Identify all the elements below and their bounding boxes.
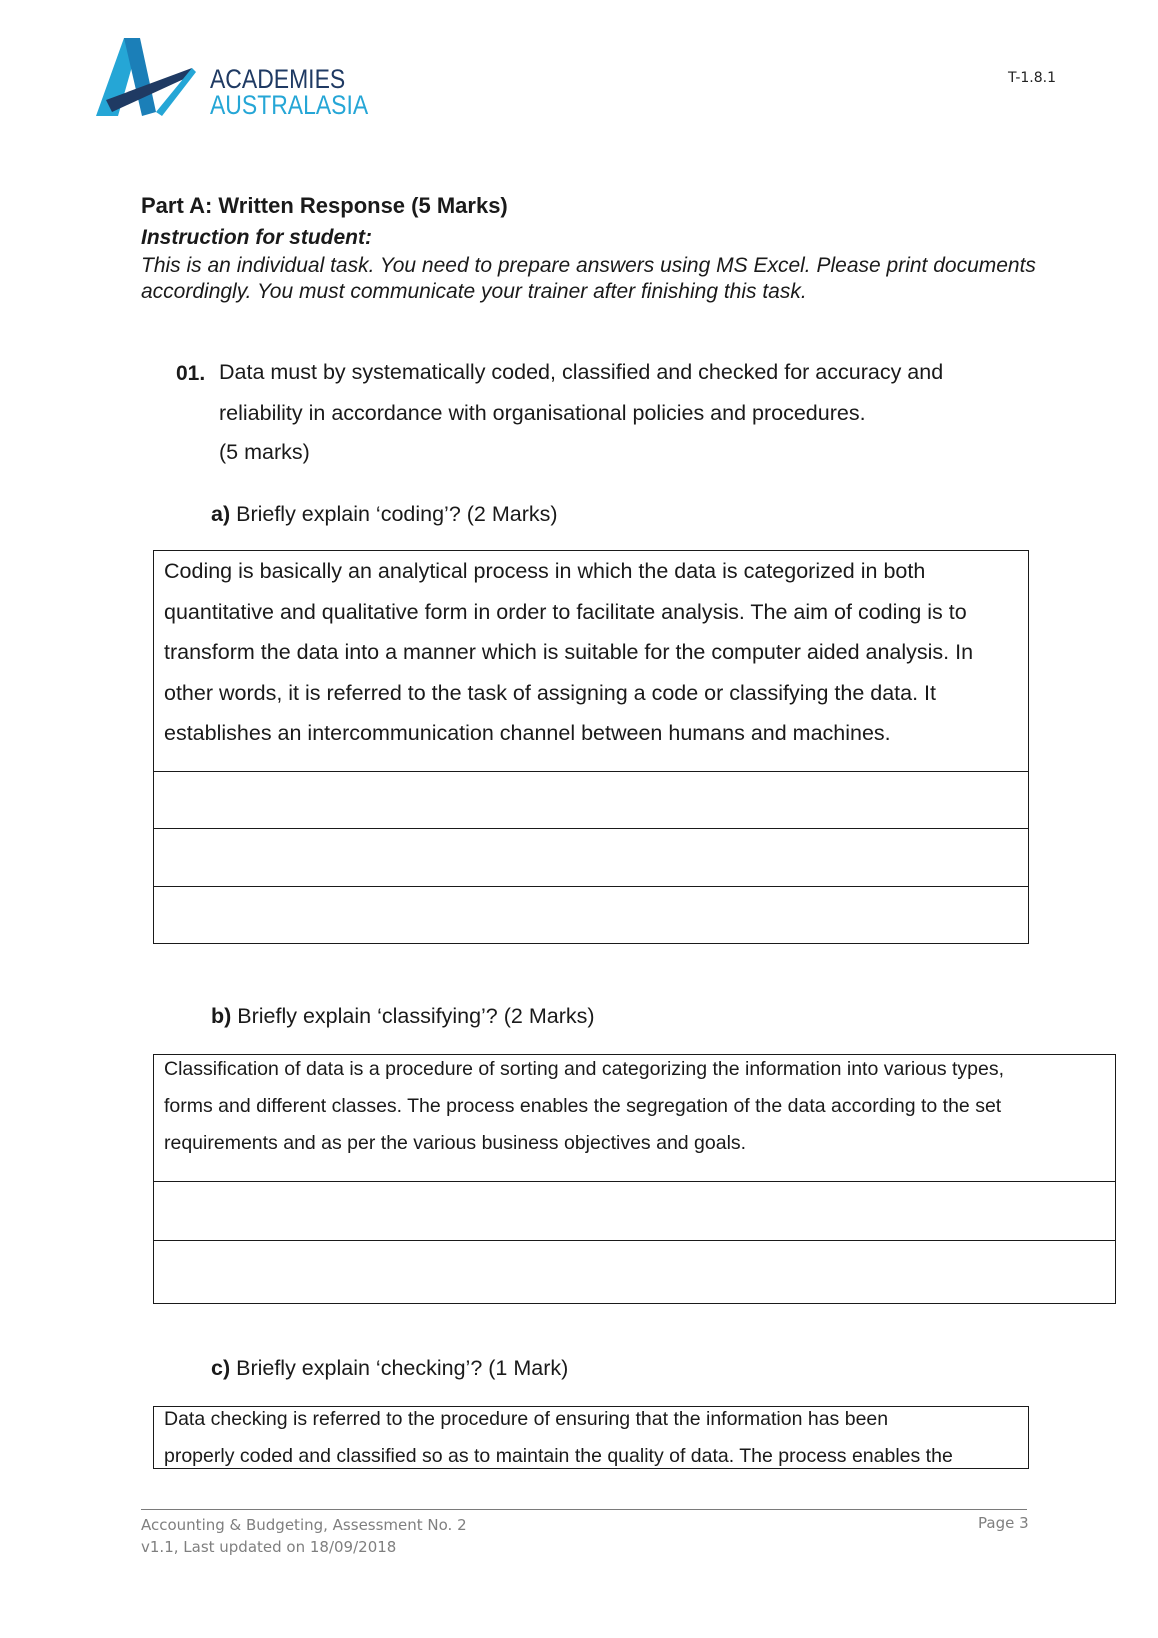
- sub-question-letter: b): [211, 1004, 232, 1028]
- answer-line: forms and different classes. The process enables the segregation of the data according to the set: [164, 1095, 1002, 1117]
- answer-line: other words, it is referred to the task of assigning a code or classifying the data. It: [164, 680, 937, 705]
- answer-empty-row[interactable]: [154, 886, 1028, 943]
- page-number: Page 3: [978, 1514, 1029, 1532]
- question-marks: (5 marks): [219, 440, 310, 464]
- sub-question-prompt: Briefly explain ‘classifying’? (2 Marks): [231, 1004, 595, 1028]
- answer-text: [154, 1401, 1028, 1475]
- footer-version: v1.1, Last updated on 18/09/2018: [141, 1538, 397, 1556]
- answer-line: requirements and as per the various business objectives and goals.: [164, 1132, 747, 1154]
- answer-line: Coding is basically an analytical process in which the data is categorized in both: [164, 559, 926, 583]
- answer-line: transform the data into a manner which is suitable for the computer aided analysis. In: [164, 640, 974, 664]
- sub-question-prompt: Briefly explain ‘coding’? (2 Marks): [230, 502, 558, 526]
- footer-divider: [141, 1509, 1027, 1510]
- answer-line: properly coded and classified so as to maintain the quality of data. The process enables the: [164, 1445, 953, 1467]
- answer-empty-row[interactable]: [154, 1181, 1115, 1240]
- answer-box-classifying[interactable]: [153, 1054, 1116, 1304]
- sub-question-prompt: Briefly explain ‘checking’? (1 Mark): [230, 1356, 569, 1380]
- answer-line: Classification of data is a procedure of sorting and categorizing the information into various types,: [164, 1058, 1005, 1080]
- sub-question-a: [211, 502, 558, 527]
- logo-text-academies: ACADEMIES: [210, 64, 346, 94]
- answer-box-checking[interactable]: [153, 1406, 1029, 1469]
- sub-question-c: [211, 1356, 568, 1381]
- answer-empty-row[interactable]: [154, 771, 1028, 828]
- answer-line: Data checking is referred to the procedure of ensuring that the information has been: [164, 1408, 889, 1430]
- question-line: Data must by systematically coded, classified and checked for accuracy and: [219, 360, 944, 384]
- question-line: reliability in accordance with organisational policies and procedures.: [219, 401, 866, 425]
- logo-wordmark: [210, 66, 396, 118]
- instruction-body: This is an individual task. You need to prepare answers using MS Excel. Please print documents accordingly. You must communicate your trainer after finishing this task.: [141, 254, 1036, 303]
- footer-info: [141, 1514, 467, 1558]
- sub-question-b: [211, 1004, 595, 1029]
- answer-line: quantitative and qualitative form in order to facilitate analysis. The aim of coding is to: [164, 599, 967, 624]
- logo-mark-icon: [96, 38, 206, 123]
- part-title: Part A: Written Response (5 Marks): [141, 193, 508, 218]
- answer-empty-row[interactable]: [154, 1240, 1115, 1298]
- sub-question-letter: c): [211, 1356, 231, 1380]
- footer-course: Accounting & Budgeting, Assessment No. 2: [141, 1516, 467, 1534]
- answer-text: [154, 551, 1028, 771]
- sub-question-letter: a): [211, 502, 231, 526]
- instruction-title: Instruction for student:: [141, 226, 372, 249]
- answer-box-coding[interactable]: [153, 550, 1029, 944]
- answer-line: establishes an intercommunication channel between humans and machines.: [164, 721, 891, 745]
- document-reference: T-1.8.1: [1008, 70, 1056, 86]
- question-number: 01.: [176, 362, 206, 385]
- answer-text: [154, 1051, 1115, 1181]
- question-text: [219, 352, 1039, 470]
- logo-text-australasia: AUSTRALASIA: [210, 90, 369, 120]
- answer-empty-row[interactable]: [154, 828, 1028, 886]
